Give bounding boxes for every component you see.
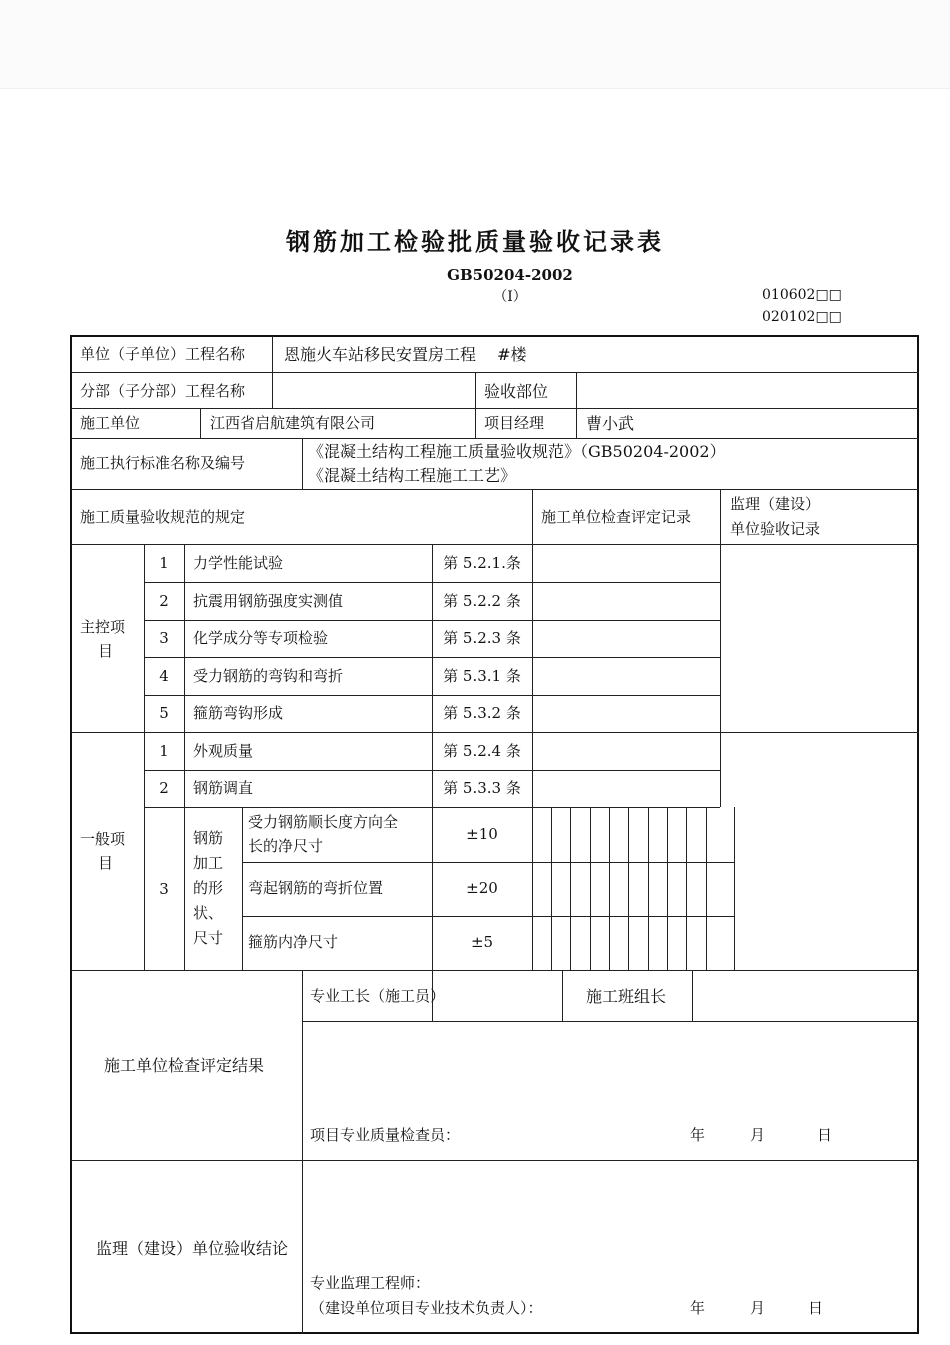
main-row-clause: 第 5.3.2 条 (443, 704, 521, 722)
project-manager-value: 曹小武 (586, 414, 635, 433)
col-line (242, 807, 243, 970)
construction-unit-value: 江西省启航建筑有限公司 (210, 414, 376, 432)
form-title: 钢筋加工检验批质量验收记录表 (286, 228, 664, 256)
standard-value-2: 《混凝土结构工程施工工艺》 (308, 466, 517, 485)
measure-col-line (570, 807, 571, 970)
row-line (71, 544, 919, 545)
check-column-header: 施工单位检查评定记录 (541, 508, 692, 526)
part-number: （Ⅰ） (493, 289, 527, 305)
main-row-item: 抗震用钢筋强度实测值 (193, 592, 344, 610)
supervisor-column-header-2: 单位验收记录 (730, 520, 821, 538)
standard-value-1: 《混凝土结构工程施工质量验收规范》（GB50204-2002） (308, 442, 726, 461)
supervisor-column-header-1: 监理（建设） (730, 495, 821, 513)
col-line (532, 544, 533, 970)
unit-project-label: 单位（子单位）工程名称 (80, 345, 246, 363)
general-row-clause: 第 5.2.4 条 (443, 742, 521, 760)
measure-col-line (734, 807, 735, 970)
main-row-clause: 第 5.2.3 条 (443, 629, 521, 647)
sub-item: 长的净尺寸 (248, 837, 324, 855)
col-line (576, 408, 577, 438)
sub-item-tolerance: ±20 (466, 879, 498, 897)
main-row-clause: 第 5.2.1.条 (443, 554, 521, 572)
measure-col-line (706, 807, 707, 970)
col-line (272, 336, 273, 372)
conclusion-month: 月 (750, 1299, 766, 1317)
measure-col-line (551, 807, 552, 970)
standard-label: 施工执行标准名称及编号 (80, 454, 246, 472)
col-line (302, 970, 303, 1334)
row-line (242, 862, 734, 863)
unit-project-value: 恩施火车站移民安置房工程 #楼 (284, 345, 527, 364)
shape-size-group-line: 状、 (193, 904, 224, 922)
measure-col-line (609, 807, 610, 970)
main-row-item: 力学性能试验 (193, 554, 284, 572)
main-row-no: 2 (159, 592, 169, 610)
measure-col-line (628, 807, 629, 970)
col-line (200, 408, 201, 438)
project-manager-label: 项目经理 (484, 414, 545, 432)
general-row-clause: 第 5.3.3 条 (443, 779, 521, 797)
main-row-item: 化学成分等专项检验 (193, 629, 329, 647)
col-line (475, 372, 476, 408)
conclusion-label: 监理（建设）单位验收结论 (96, 1239, 289, 1258)
row-line (71, 408, 919, 409)
foreman-label: 专业工长（施工员） (310, 987, 446, 1005)
col-line (720, 544, 721, 807)
standard-code: GB50204-2002 (447, 266, 573, 284)
main-row-clause: 第 5.3.1 条 (443, 667, 521, 685)
col-line (532, 489, 533, 544)
row-line (242, 916, 734, 917)
col-line (692, 970, 693, 1021)
col-line (302, 438, 303, 489)
main-items-label-1: 主控项 (80, 618, 126, 636)
row-line (71, 372, 919, 373)
main-row-clause: 第 5.2.2 条 (443, 592, 521, 610)
row-line (302, 1021, 919, 1022)
general-row-item: 钢筋调直 (193, 779, 254, 797)
col-line (562, 970, 563, 1021)
row-line (71, 1160, 919, 1161)
measure-col-line (648, 807, 649, 970)
construction-unit-label: 施工单位 (80, 414, 141, 432)
result-year: 年 (690, 1126, 706, 1144)
row-line (71, 438, 919, 439)
shape-size-group-line: 钢筋 (193, 829, 224, 847)
main-items-label-2: 目 (98, 642, 114, 660)
owner-label: （建设单位项目专业技术负责人）： (310, 1299, 543, 1317)
form-code-1: 010602□□ (762, 287, 842, 303)
spec-column-header: 施工质量验收规范的规定 (80, 508, 246, 526)
inspector-label: 项目专业质量检查员： (310, 1126, 461, 1144)
conclusion-year: 年 (690, 1299, 706, 1317)
sub-item: 箍筋内净尺寸 (248, 933, 339, 951)
row-line (71, 732, 919, 733)
main-row-no: 1 (159, 554, 169, 572)
main-row-no: 4 (159, 667, 169, 685)
shape-size-group-line: 尺寸 (193, 929, 224, 947)
sub-project-label: 分部（子分部）工程名称 (80, 382, 246, 400)
general-row-no: 3 (159, 880, 169, 898)
page-top-band (0, 0, 950, 89)
team-leader-label: 施工班组长 (586, 987, 667, 1006)
col-line (475, 408, 476, 438)
sub-item: 受力钢筋顺长度方向全 (248, 813, 399, 831)
measure-col-line (667, 807, 668, 970)
sub-item-tolerance: ±5 (470, 933, 494, 951)
row-line (71, 970, 919, 971)
col-line (576, 372, 577, 408)
measure-col-line (686, 807, 687, 970)
main-row-item: 箍筋弯钩形成 (193, 704, 284, 722)
general-row-no: 1 (159, 742, 169, 760)
result-day: 日 (817, 1126, 833, 1144)
conclusion-day: 日 (808, 1299, 824, 1317)
measure-col-line (590, 807, 591, 970)
shape-size-group-line: 的形 (193, 879, 224, 897)
result-label: 施工单位检查评定结果 (104, 1056, 265, 1075)
general-items-label-2: 目 (98, 854, 114, 872)
general-row-no: 2 (159, 779, 169, 797)
col-line (720, 489, 721, 544)
engineer-label: 专业监理工程师： (310, 1274, 431, 1292)
main-row-no: 3 (159, 629, 169, 647)
shape-size-group-line: 加工 (193, 854, 224, 872)
col-line (272, 372, 273, 408)
sub-item-tolerance: ±10 (466, 825, 498, 843)
col-line (184, 544, 185, 970)
row-line (71, 489, 919, 490)
main-row-no: 5 (159, 704, 169, 722)
result-month: 月 (750, 1126, 766, 1144)
general-items-label-1: 一般项 (80, 830, 126, 848)
sub-item: 弯起钢筋的弯折位置 (248, 879, 384, 897)
form-code-2: 020102□□ (762, 309, 842, 325)
general-row-item: 外观质量 (193, 742, 254, 760)
acceptance-part-label: 验收部位 (484, 382, 549, 401)
main-row-item: 受力钢筋的弯钩和弯折 (193, 667, 344, 685)
